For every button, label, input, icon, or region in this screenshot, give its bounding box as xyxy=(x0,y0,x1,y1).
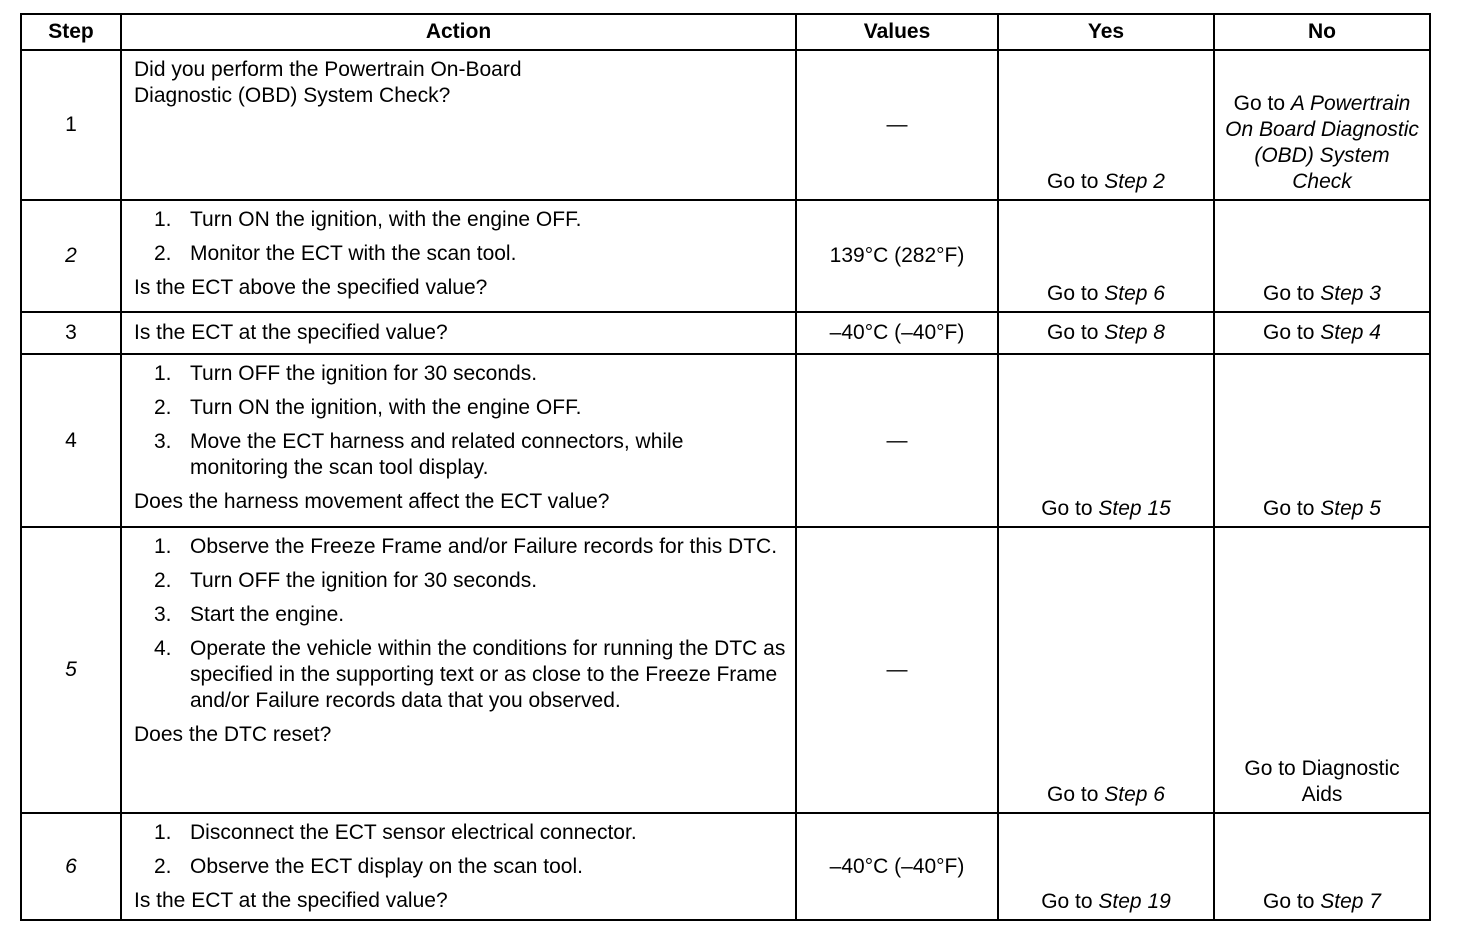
yes-link[interactable]: Step 2 xyxy=(1104,170,1165,193)
no-link[interactable]: A Powertrain On Board Diagnostic (OBD) System Check xyxy=(1225,92,1419,193)
list-item xyxy=(134,429,787,481)
action-question: Is the ECT at the specified value? xyxy=(134,889,448,912)
action-question: Does the DTC reset? xyxy=(134,723,332,746)
item-text: Disconnect the ECT sensor electrical connector. xyxy=(190,821,637,844)
no-prefix: Go to xyxy=(1263,497,1315,520)
action-steps xyxy=(134,534,787,714)
no-cell xyxy=(1214,200,1430,312)
action-cell xyxy=(121,50,796,200)
item-number: 2. xyxy=(154,242,172,265)
item-number: 1. xyxy=(154,535,172,558)
item-number: 3. xyxy=(154,430,172,453)
table-row xyxy=(21,354,1430,527)
header-yes: Yes xyxy=(998,14,1214,50)
item-number: 3. xyxy=(154,603,172,626)
yes-link[interactable]: Step 8 xyxy=(1104,321,1165,344)
item-number: 1. xyxy=(154,821,172,844)
item-number: 1. xyxy=(154,208,172,231)
table-row xyxy=(21,813,1430,920)
item-number: 1. xyxy=(154,362,172,385)
list-item xyxy=(134,241,787,267)
yes-prefix: Go to xyxy=(1041,890,1093,913)
item-text: Turn ON the ignition, with the engine OFF. xyxy=(190,208,582,231)
no-link[interactable]: Go to Diagnostic Aids xyxy=(1244,757,1400,806)
item-text: Start the engine. xyxy=(190,603,345,626)
step-number: 2 xyxy=(21,200,121,312)
value-cell xyxy=(796,527,998,813)
value-cell xyxy=(796,50,998,200)
header-no: No xyxy=(1214,14,1430,50)
yes-cell xyxy=(998,200,1214,312)
table-row xyxy=(21,50,1430,200)
value-text: — xyxy=(886,658,908,681)
action-cell xyxy=(121,354,796,527)
list-item xyxy=(134,534,787,560)
step-number: 4 xyxy=(21,354,121,527)
yes-prefix: Go to xyxy=(1047,282,1099,305)
action-steps xyxy=(134,207,787,267)
action-question: Does the harness movement affect the ECT value? xyxy=(134,490,610,513)
value-text: –40°C (–40°F) xyxy=(829,854,965,878)
action-steps xyxy=(134,361,787,481)
yes-prefix: Go to xyxy=(1047,321,1099,344)
yes-prefix: Go to xyxy=(1047,170,1099,193)
no-cell xyxy=(1214,813,1430,920)
value-cell xyxy=(796,312,998,354)
list-item xyxy=(134,568,787,594)
yes-link[interactable]: Step 19 xyxy=(1098,890,1171,913)
item-text: Observe the Freeze Frame and/or Failure records for this DTC. xyxy=(190,535,778,558)
item-text: Monitor the ECT with the scan tool. xyxy=(190,242,517,265)
list-item xyxy=(134,207,787,233)
table-row xyxy=(21,312,1430,354)
yes-link[interactable]: Step 15 xyxy=(1098,497,1171,520)
no-link[interactable]: Step 4 xyxy=(1320,321,1381,344)
yes-link[interactable]: Step 6 xyxy=(1104,282,1165,305)
table-row xyxy=(21,200,1430,312)
action-question: Did you perform the Powertrain On-Board Diagnostic (OBD) System Check? xyxy=(134,58,522,107)
action-cell xyxy=(121,312,796,354)
no-cell xyxy=(1214,50,1430,200)
item-number: 2. xyxy=(154,569,172,592)
value-text: — xyxy=(886,428,908,452)
item-number: 2. xyxy=(154,855,172,878)
no-cell xyxy=(1214,354,1430,527)
item-text: Turn OFF the ignition for 30 seconds. xyxy=(190,362,538,385)
no-link[interactable]: Step 5 xyxy=(1320,497,1381,520)
yes-prefix: Go to xyxy=(1047,783,1099,806)
item-text: Observe the ECT display on the scan tool. xyxy=(190,855,583,878)
table-row xyxy=(21,527,1430,813)
no-link[interactable]: Step 7 xyxy=(1320,890,1381,913)
item-number: 4. xyxy=(154,637,172,660)
value-text: –40°C (–40°F) xyxy=(829,321,965,344)
header-row xyxy=(21,14,1430,50)
item-number: 2. xyxy=(154,396,172,419)
item-text: Move the ECT harness and related connectors, while monitoring the scan tool display. xyxy=(190,430,684,479)
header-action: Action xyxy=(121,14,796,50)
step-number: 1 xyxy=(21,50,121,200)
yes-cell xyxy=(998,527,1214,813)
action-cell xyxy=(121,813,796,920)
step-number: 6 xyxy=(21,813,121,920)
action-cell xyxy=(121,527,796,813)
step-number: 3 xyxy=(21,312,121,354)
yes-cell xyxy=(998,354,1214,527)
value-cell xyxy=(796,200,998,312)
value-cell xyxy=(796,354,998,527)
action-steps xyxy=(134,820,787,880)
list-item xyxy=(134,854,787,880)
header-values: Values xyxy=(796,14,998,50)
no-prefix: Go to xyxy=(1263,890,1315,913)
action-question: Is the ECT above the specified value? xyxy=(134,276,488,299)
list-item xyxy=(134,820,787,846)
no-prefix: Go to xyxy=(1233,92,1286,115)
list-item xyxy=(134,636,787,714)
yes-prefix: Go to xyxy=(1041,497,1093,520)
yes-cell xyxy=(998,50,1214,200)
header-step: Step xyxy=(21,14,121,50)
no-cell xyxy=(1214,312,1430,354)
list-item xyxy=(134,395,787,421)
no-cell xyxy=(1214,527,1430,813)
item-text: Turn ON the ignition, with the engine OFF. xyxy=(190,396,582,419)
value-text: — xyxy=(886,113,908,136)
action-cell xyxy=(121,200,796,312)
no-prefix: Go to xyxy=(1263,282,1315,305)
action-question: Is the ECT at the specified value? xyxy=(134,321,448,344)
no-prefix: Go to xyxy=(1263,321,1315,344)
value-text: 139°C (282°F) xyxy=(829,244,965,267)
yes-link[interactable]: Step 6 xyxy=(1104,783,1165,806)
item-text: Operate the vehicle within the conditions for running the DTC as specified in the supporting text or as close to the Freeze Frame and/or Failure records data that you observed. xyxy=(190,637,786,712)
yes-cell xyxy=(998,312,1214,354)
list-item xyxy=(134,361,787,387)
yes-cell xyxy=(998,813,1214,920)
step-number: 5 xyxy=(21,527,121,813)
value-cell xyxy=(796,813,998,920)
list-item xyxy=(134,602,787,628)
diagnostic-table xyxy=(20,13,1431,921)
no-link[interactable]: Step 3 xyxy=(1320,282,1381,305)
item-text: Turn OFF the ignition for 30 seconds. xyxy=(190,569,538,592)
